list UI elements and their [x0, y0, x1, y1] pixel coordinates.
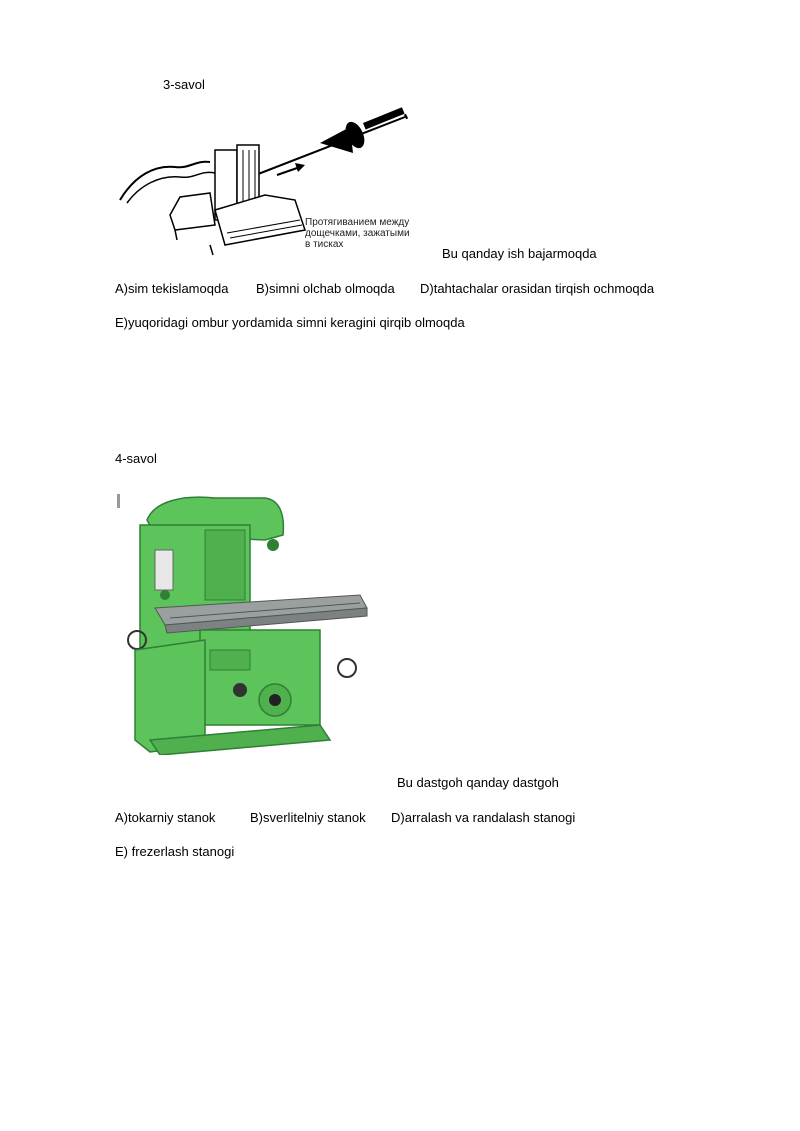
figure-caption-ru: Протягиванием между дощечками, зажатыми в тисках: [305, 217, 410, 250]
q3-option-a: A)sim tekislamoqda: [115, 281, 229, 296]
q4-option-b: B)sverlitelniy stanok: [250, 810, 366, 825]
question-3-prompt: Bu qanday ish bajarmoqda: [442, 246, 597, 261]
q3-option-b: B)simni olchab olmoqda: [256, 281, 395, 296]
question-3-number: 3-savol: [163, 77, 205, 92]
q3-option-d: D)tahtachalar orasidan tirqish ochmoqda: [420, 281, 655, 296]
question-4-number: 4-savol: [115, 451, 157, 466]
q4-option-e: E) frezerlash stanogi: [115, 844, 235, 859]
q4-option-a: A)tokarniy stanok: [115, 810, 216, 825]
question-4-prompt: Bu dastgoh qanday dastgoh: [397, 775, 559, 790]
milling-machine-illustration: [115, 490, 375, 755]
q3-option-e: E)yuqoridagi ombur yordamida simni keragini qirqib olmoqda: [115, 315, 465, 330]
q4-option-d: D)arralash va randalash stanogi: [391, 810, 576, 825]
